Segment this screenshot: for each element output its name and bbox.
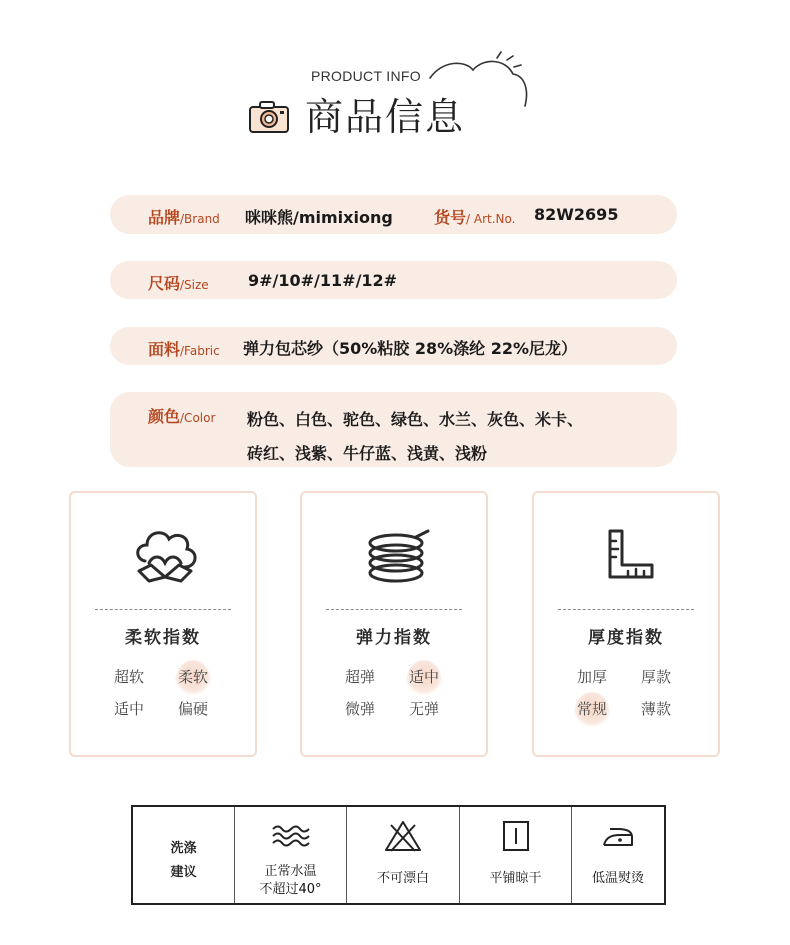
ruler-icon bbox=[588, 521, 668, 591]
elasticity-option: 无弹 bbox=[408, 700, 439, 718]
wash-water-temp-line2: 不超过40° bbox=[259, 882, 322, 897]
wash-header-line2: 建议 bbox=[170, 865, 197, 880]
header-english-title: PRODUCT INFO bbox=[311, 68, 421, 84]
thickness-option: 厚款 bbox=[640, 668, 671, 686]
thickness-option: 薄款 bbox=[640, 700, 671, 718]
thickness-option-selected: 常规 bbox=[562, 698, 622, 719]
softness-title: 柔软指数 bbox=[125, 628, 201, 648]
spring-icon bbox=[356, 521, 436, 591]
card-divider bbox=[95, 609, 231, 610]
low-iron-icon bbox=[598, 819, 638, 853]
product-info-header bbox=[0, 0, 790, 160]
brand-label: 品牌/Brand bbox=[148, 208, 220, 227]
fabric-value: 弹力包芯纱（50%粘胶 28%涤纶 22%尼龙） bbox=[243, 339, 578, 358]
color-value-line2: 砖红、浅紫、牛仔蓝、浅黄、浅粉 bbox=[247, 444, 488, 463]
elasticity-option: 超弹 bbox=[344, 668, 375, 686]
card-divider bbox=[326, 609, 462, 610]
wash-header-cell bbox=[133, 807, 234, 903]
size-value: 9#/10#/11#/12# bbox=[248, 271, 398, 290]
color-value-line1: 粉色、白色、驼色、绿色、水兰、灰色、米卡、 bbox=[247, 410, 584, 429]
wash-item-no-bleach bbox=[346, 807, 459, 903]
thickness-option: 加厚 bbox=[576, 668, 607, 686]
size-row bbox=[110, 261, 677, 299]
fabric-label: 面料/Fabric bbox=[148, 340, 220, 359]
camera-icon bbox=[248, 100, 290, 134]
wash-no-bleach-label: 不可漂白 bbox=[376, 871, 429, 886]
wash-item-dry-flat bbox=[459, 807, 571, 903]
elasticity-option-selected: 适中 bbox=[394, 666, 454, 687]
color-row bbox=[110, 392, 677, 467]
elasticity-option: 微弹 bbox=[344, 700, 375, 718]
softness-option: 超软 bbox=[113, 668, 144, 686]
wash-water-temp-line1: 正常水温 bbox=[264, 864, 317, 879]
softness-card bbox=[69, 491, 257, 757]
wash-instructions-table bbox=[131, 805, 666, 905]
thickness-card bbox=[532, 491, 720, 757]
elasticity-title: 弹力指数 bbox=[356, 628, 432, 648]
brand-value: 咪咪熊/mimixiong bbox=[245, 208, 393, 227]
water-temp-icon bbox=[271, 819, 311, 853]
wash-item-low-iron bbox=[571, 807, 664, 903]
size-label: 尺码/Size bbox=[148, 274, 209, 293]
brand-row bbox=[110, 195, 677, 234]
wash-low-iron-label: 低温熨烫 bbox=[591, 871, 644, 886]
softness-option-selected: 柔软 bbox=[163, 666, 223, 687]
wash-item-water-temp bbox=[234, 807, 346, 903]
color-label: 颜色/Color bbox=[148, 407, 216, 426]
cotton-icon bbox=[125, 521, 205, 591]
artno-value: 82W2695 bbox=[534, 205, 619, 224]
color-value bbox=[247, 403, 667, 471]
card-divider bbox=[558, 609, 694, 610]
elasticity-card bbox=[300, 491, 488, 757]
fabric-row bbox=[110, 327, 677, 365]
softness-option: 适中 bbox=[113, 700, 144, 718]
wash-dry-flat-label: 平铺晾干 bbox=[489, 871, 542, 886]
dry-flat-icon bbox=[496, 819, 536, 853]
no-bleach-icon bbox=[383, 819, 423, 853]
wash-header-line1: 洗涤 bbox=[170, 841, 197, 856]
header-chinese-title: 商品信息 bbox=[305, 95, 466, 139]
softness-option: 偏硬 bbox=[177, 700, 208, 718]
artno-label: 货号/ Art.No. bbox=[434, 208, 516, 227]
thickness-title: 厚度指数 bbox=[588, 628, 664, 648]
